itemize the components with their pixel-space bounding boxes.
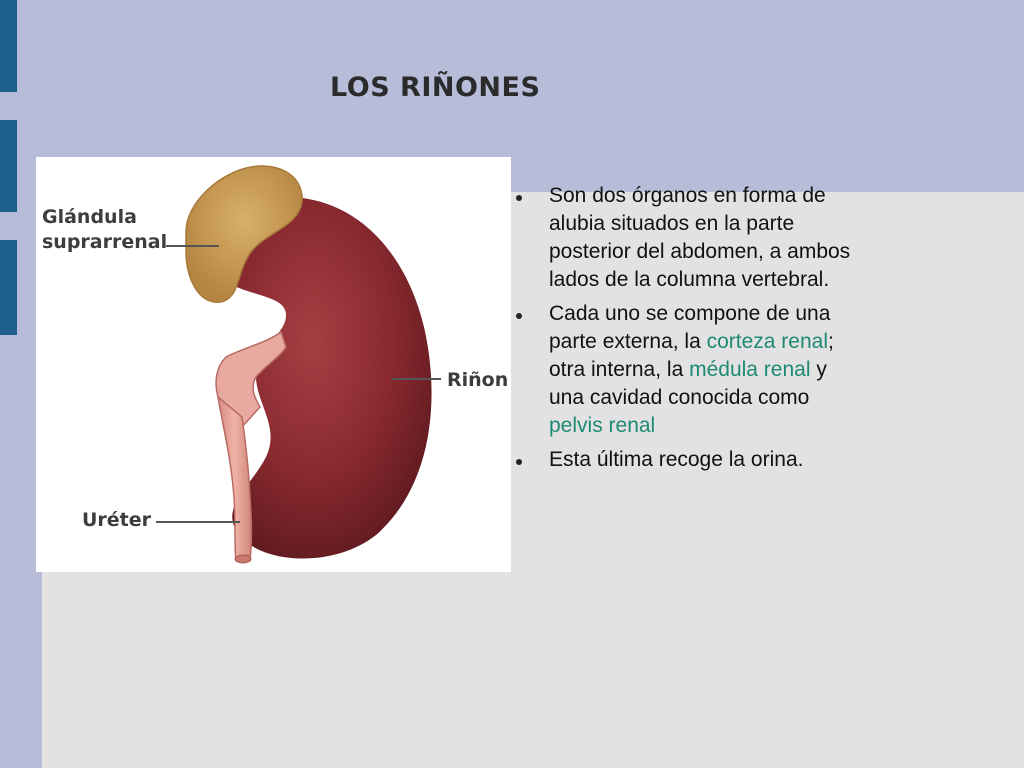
bullet-list: [516, 182, 856, 480]
label-ureter: Uréter: [82, 509, 152, 531]
bullet-icon: [516, 313, 522, 319]
ureter-end: [235, 555, 251, 563]
term-pelvis-renal: pelvis renal: [549, 414, 656, 437]
label-rinon: Riñon: [447, 369, 509, 391]
bullet-text: Cada uno se compone de una parte externa, la: [549, 302, 831, 353]
bullet-text: y una cavidad conocida como: [549, 358, 827, 409]
bullet-icon: [516, 195, 522, 201]
term-corteza-renal: corteza renal: [706, 330, 828, 353]
slide-title: LOS RIÑONES: [330, 72, 541, 103]
accent-stripe: [0, 240, 17, 335]
kidney-illustration: [36, 157, 511, 572]
bullet-item: [516, 300, 856, 440]
label-glandula-line2: suprarrenal: [42, 231, 168, 253]
bullet-text: Son dos órganos en forma de alubia situados en la parte posterior del abdomen, a ambos lados de la columna vertebral.: [549, 184, 851, 291]
accent-stripe: [0, 0, 17, 92]
label-glandula-line1: Glándula: [42, 206, 137, 228]
bullet-text: Esta última recoge la orina.: [549, 448, 804, 471]
label-glandula-suprarrenal: [42, 205, 167, 255]
accent-stripe: [0, 120, 17, 212]
bullet-item: [516, 446, 856, 474]
bullet-item: [516, 182, 856, 294]
bullet-text: ; otra interna, la: [549, 330, 834, 381]
bullet-icon: [516, 459, 522, 465]
term-medula-renal: médula renal: [689, 358, 811, 381]
